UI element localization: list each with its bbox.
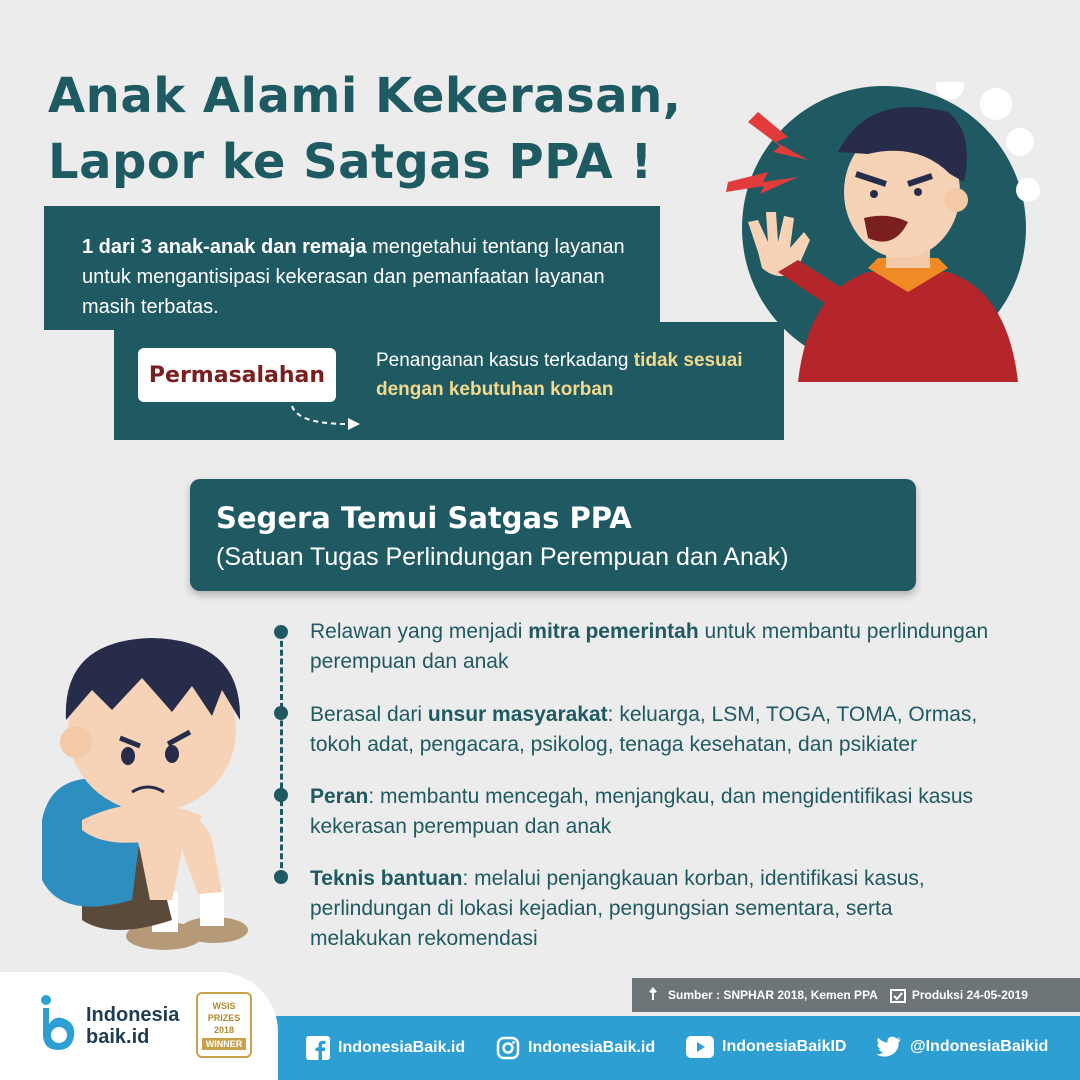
source-bar (632, 978, 1080, 1012)
award-line: WSIS (212, 1001, 236, 1011)
award-line: 2018 (213, 1025, 235, 1035)
list-item (310, 617, 1030, 677)
sad-child-illustration (22, 620, 272, 960)
timeline-dot (274, 788, 288, 802)
problem-text (376, 346, 766, 404)
list-item (310, 700, 1030, 760)
item-text: : keluarga, LSM, TOGA, TOMA, Ormas, tokoh adat, pengacara, psikolog, tenaga kesehatan, dan psikiater (310, 703, 978, 756)
facebook-icon (306, 1036, 330, 1060)
twitter-icon (876, 1036, 902, 1058)
list-item (310, 864, 950, 954)
brand-name (86, 1004, 179, 1048)
twitter-handle: @IndonesiaBaikid (910, 1038, 1049, 1055)
item-text: : melalui penjangkauan korban, identifikasi kasus, perlindungan di lokasi kejadian, pengungsian sementara, serta melakukan rekomendasi (310, 867, 925, 950)
award-line: WINNER (202, 1038, 246, 1050)
problem-text-plain: Penanganan kasus terkadang (376, 350, 634, 371)
problem-highlight: tidak sesuai dengan kebutuhan korban (376, 350, 743, 400)
pin-icon (644, 986, 662, 1004)
youtube-link[interactable] (686, 1036, 846, 1058)
intro-rest: mengetahui tentang layanan untuk mengantisipasi kekerasan dan pemanfaatan layanan masih terbatas. (82, 236, 625, 318)
intro-bold: 1 dari 3 anak-anak dan remaja (82, 236, 367, 258)
section-subheading: (Satuan Tugas Perlindungan Perempuan dan Anak) (216, 543, 789, 571)
item-text: : membantu mencegah, menjangkau, dan mengidentifikasi kasus kekerasan perempuan dan anak (310, 785, 974, 838)
timeline-dot (274, 870, 288, 884)
item-text: untuk membantu perlindungan perempuan dan anak (310, 620, 989, 673)
intro-text (82, 232, 642, 322)
title-line-2: Lapor ke Satgas PPA ! (48, 134, 653, 190)
timeline-dot (274, 706, 288, 720)
problem-label: Permasalahan (138, 348, 336, 402)
item-text: Berasal dari (310, 703, 428, 726)
twitter-link[interactable] (876, 1036, 1048, 1058)
indonesiabaik-logo-icon (40, 994, 78, 1052)
list-item (310, 782, 1030, 842)
section-heading: Segera Temui Satgas PPA (216, 501, 632, 535)
item-bold: Peran (310, 785, 369, 808)
logo-card (0, 972, 278, 1080)
dashed-arrow-icon (288, 404, 368, 430)
instagram-icon (496, 1036, 520, 1060)
item-text: Relawan yang menjadi (310, 620, 529, 643)
youtube-icon (686, 1036, 714, 1058)
timeline-line (280, 632, 283, 877)
timeline-dot (274, 625, 288, 639)
title-line-1: Anak Alami Kekerasan, (48, 68, 682, 124)
section-header (190, 479, 916, 591)
source-text: Sumber : SNPHAR 2018, Kemen PPA (668, 988, 878, 1002)
intro-box (44, 206, 660, 330)
item-bold: mitra pemerintah (528, 620, 699, 643)
award-badge (196, 992, 252, 1058)
instagram-link[interactable] (496, 1036, 655, 1060)
item-bold: Teknis bantuan (310, 867, 463, 890)
item-bold: unsur masyarakat (427, 703, 608, 726)
brand-line-1: Indonesia (86, 1004, 180, 1026)
award-line: PRIZES (207, 1013, 241, 1023)
calendar-icon (890, 987, 906, 1003)
facebook-link[interactable] (306, 1036, 465, 1060)
brand-line-2: baik.id (86, 1026, 150, 1048)
instagram-handle: IndonesiaBaik.id (528, 1039, 656, 1056)
youtube-handle: IndonesiaBaikID (722, 1038, 847, 1055)
production-date: Produksi 24-05-2019 (911, 988, 1028, 1002)
facebook-handle: IndonesiaBaik.id (338, 1039, 466, 1056)
